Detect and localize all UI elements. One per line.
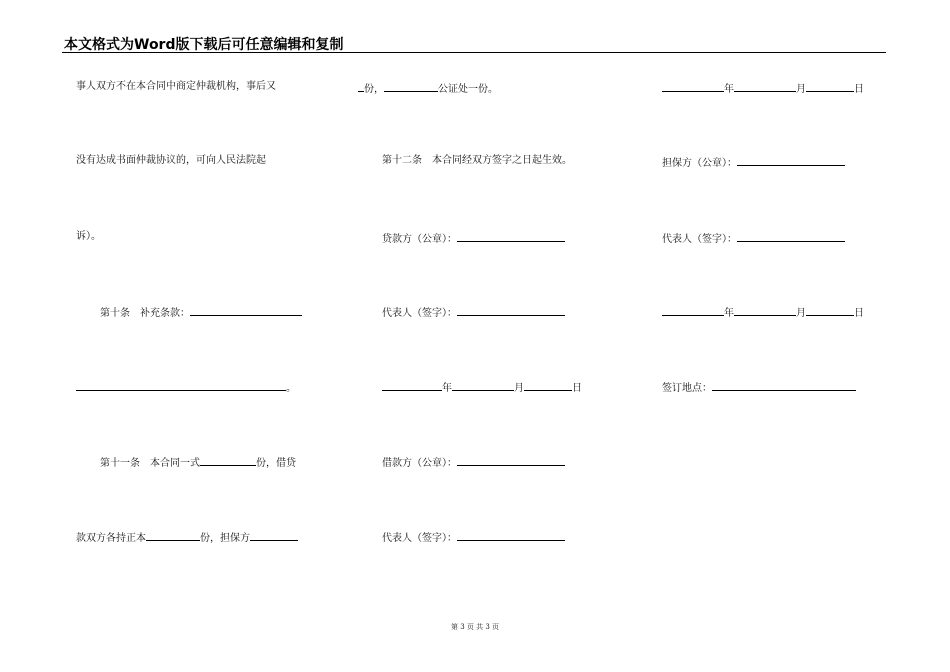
col3-day-label: 日 (854, 84, 864, 95)
guarantor-rep-blank[interactable] (737, 230, 845, 242)
col3-date-line-1 (662, 80, 864, 97)
col1-line-2: 没有达成书面仲裁协议的，可向人民法院起 (76, 155, 266, 166)
col3-day2-blank[interactable] (806, 304, 854, 316)
header-divider (62, 52, 886, 53)
article-10-end: 。 (286, 383, 296, 394)
guarantor-seal-line (662, 154, 845, 171)
col3-day-blank[interactable] (806, 80, 854, 92)
col2-line-1-b: 公证处一份。 (438, 84, 498, 95)
guarantor-rep-line (662, 230, 845, 247)
notary-copies-blank[interactable] (384, 80, 438, 92)
col3-year2-blank[interactable] (662, 304, 724, 316)
col3-date-line-2 (662, 304, 864, 321)
lender-year-blank[interactable] (382, 379, 442, 391)
lender-seal-line (382, 230, 565, 247)
guarantor-seal-label: 担保方（公章）： (662, 158, 737, 169)
col3-year2-label: 年 (724, 308, 734, 319)
lender-day-blank[interactable] (524, 379, 572, 391)
article-12-line: 第十二条 本合同经双方签字之日起生效。 (382, 155, 572, 166)
article-11-text: 份，借贷 (256, 458, 296, 469)
copies-blank[interactable] (200, 454, 256, 466)
col2-line-1-a: 份， (364, 84, 384, 95)
signing-place-blank[interactable] (712, 379, 856, 391)
lender-year-label: 年 (442, 383, 452, 394)
borrower-seal-blank[interactable] (457, 454, 565, 466)
borrower-rep-label: 代表人（签字）： (382, 533, 457, 544)
document-header-title: 本文格式为Word版下载后可任意编辑和复制 (64, 37, 344, 53)
lender-month-blank[interactable] (452, 379, 514, 391)
guarantor-copies-blank[interactable] (250, 529, 298, 541)
lender-seal-label: 贷款方（公章）： (382, 234, 457, 245)
lender-rep-label: 代表人（签字）： (382, 308, 457, 319)
article-11-label: 第十一条 本合同一式 (100, 458, 200, 469)
signing-place-line (662, 379, 856, 396)
borrower-seal-line (382, 454, 565, 471)
guarantor-seal-blank[interactable] (737, 154, 845, 166)
article-11-line (100, 454, 296, 471)
col3-month-label: 月 (796, 84, 806, 95)
col3-day2-label: 日 (854, 308, 864, 319)
col1-line-7-b: 份，担保方 (200, 533, 250, 544)
lender-month-label: 月 (514, 383, 524, 394)
lender-seal-blank[interactable] (457, 230, 565, 242)
borrower-rep-line (382, 529, 565, 546)
col3-month2-blank[interactable] (734, 304, 796, 316)
col3-month2-label: 月 (796, 308, 806, 319)
page-number: 第 3 页 共 3 页 (450, 623, 500, 631)
lender-day-label: 日 (572, 383, 582, 394)
supplement-blank[interactable] (190, 304, 302, 316)
col3-year-blank[interactable] (662, 80, 724, 92)
borrower-rep-blank[interactable] (457, 529, 565, 541)
lender-rep-line (382, 304, 565, 321)
borrower-seal-label: 借款方（公章）： (382, 458, 457, 469)
col1-line-7-a: 款双方各持正本 (76, 533, 146, 544)
col3-year-label: 年 (724, 84, 734, 95)
col3-month-blank[interactable] (734, 80, 796, 92)
lender-date-line (382, 379, 582, 396)
article-10-continuation (76, 379, 296, 396)
col2-line-1 (358, 80, 498, 97)
lender-rep-blank[interactable] (457, 304, 565, 316)
col1-line-7 (76, 529, 298, 546)
signing-place-label: 签订地点： (662, 383, 712, 394)
article-10-line (100, 304, 302, 321)
col1-line-1: 事人双方不在本合同中商定仲裁机构，事后又 (76, 81, 276, 92)
supplement-blank-2[interactable] (76, 379, 286, 391)
guarantor-rep-label: 代表人（签字）： (662, 234, 737, 245)
col1-line-3: 诉）。 (76, 231, 101, 242)
original-copies-blank[interactable] (146, 529, 200, 541)
article-10-label: 第十条 补充条款： (100, 308, 190, 319)
